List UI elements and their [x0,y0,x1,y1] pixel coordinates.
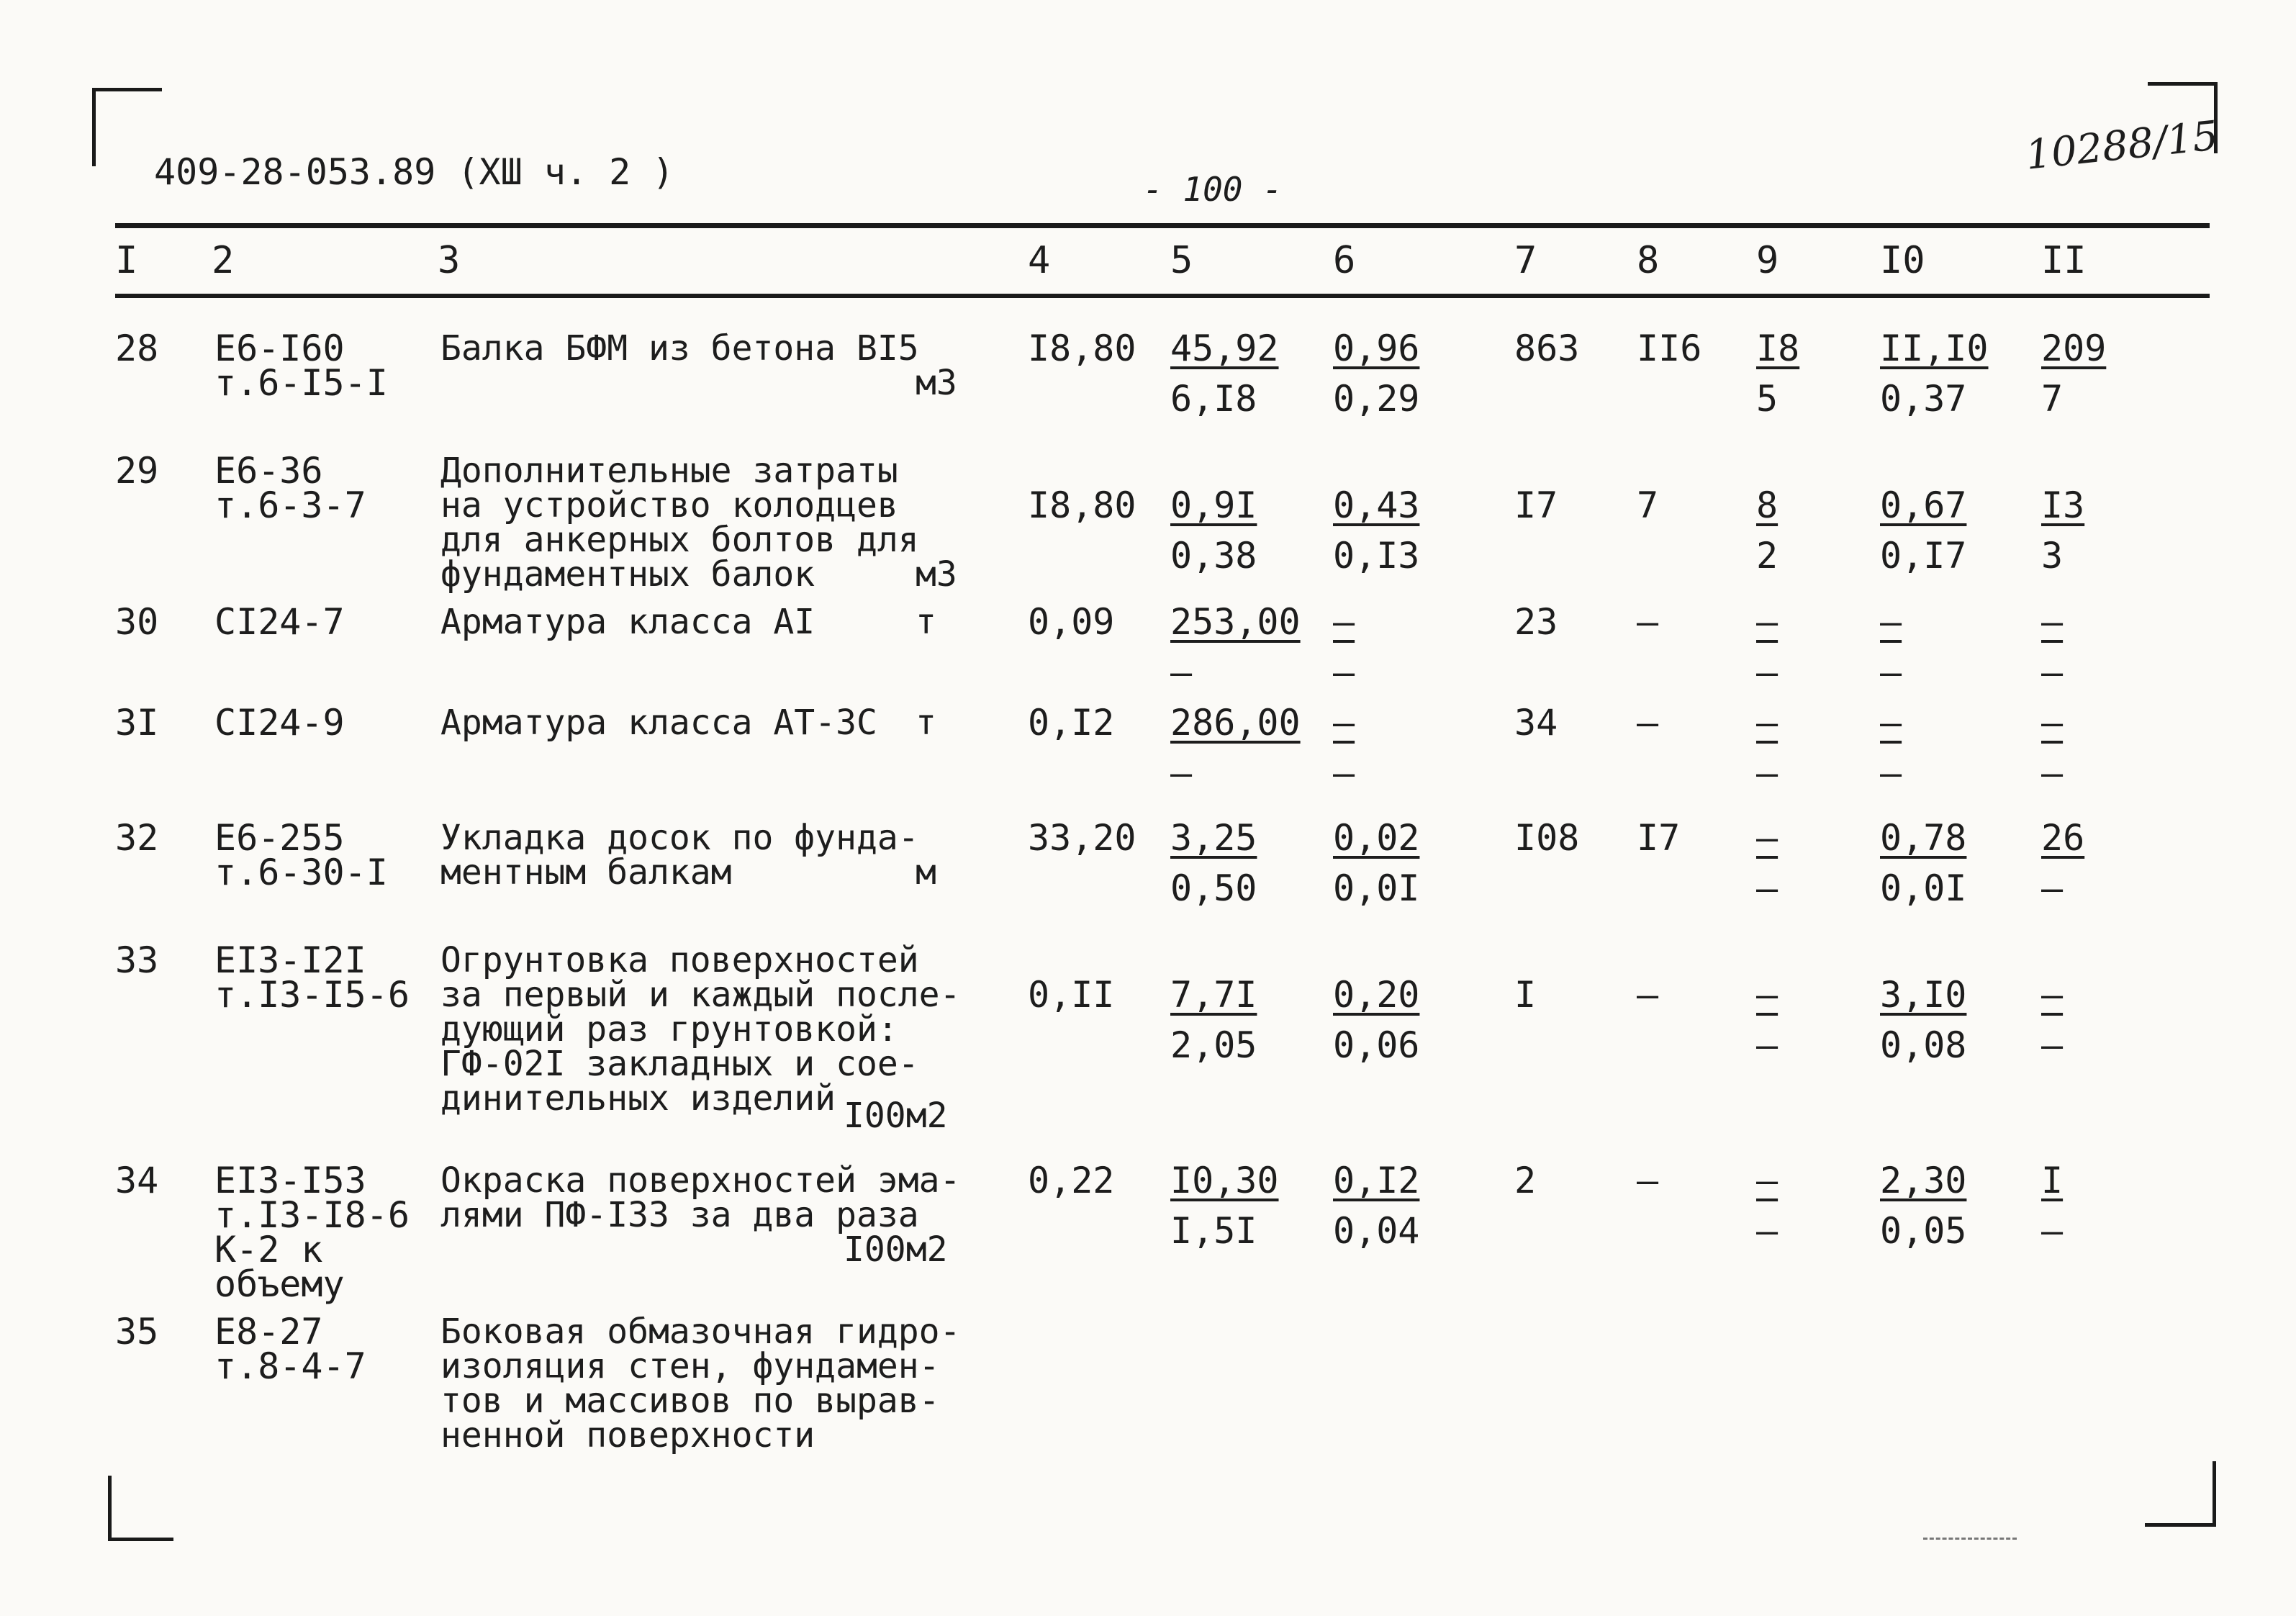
cost-c6-bottom: 0,06 [1333,1024,1420,1066]
unit-of-measure: м3 [916,363,957,403]
work-description: фундаментных балок [440,554,815,595]
cost-c10-bottom: 0,0I [1880,867,1967,909]
quantity: I8,80 [1028,484,1136,526]
norm-code: т.6-30-I [214,852,388,893]
norm-code: т.I3-I8-6 [214,1194,410,1236]
cost-c10-top: – [1880,601,1902,643]
column-header-2: 2 [212,239,235,282]
cost-c6-top: 0,96 [1333,328,1420,369]
cost-c6-bottom: 0,04 [1333,1210,1420,1252]
cost-c11-bottom: 3 [2041,535,2064,577]
cost-c5-bottom: I,5I [1170,1210,1257,1252]
unit-of-measure: т [916,703,936,743]
column-header-8: 8 [1637,239,1660,282]
cost-c6-top: 0,I2 [1333,1160,1420,1201]
cost-c10-bottom: – [1880,651,1902,693]
value-col8: I7 [1637,817,1681,859]
column-header-5: 5 [1170,239,1193,282]
cost-c9-bottom: – [1756,1210,1779,1252]
column-header-10: I0 [1880,239,1925,282]
cost-c9-bottom: – [1756,752,1779,794]
cost-c11-top: – [2041,702,2064,744]
cost-c10-top: – [1880,702,1902,744]
work-description: дующий раз грунтовкой: [440,1009,898,1050]
cost-c5-bottom: – [1170,752,1193,794]
cost-c6-top: – [1333,601,1355,643]
value-col7: 863 [1514,328,1580,369]
table-header-rule [115,294,2210,298]
row-number: 32 [115,817,159,859]
cost-c10-top: 3,I0 [1880,974,1967,1016]
corner-mark-bottom-left [108,1476,173,1541]
cost-c5-top: 253,00 [1170,601,1301,643]
work-description: за первый и каждый после- [440,975,961,1015]
work-description: динительных изделий [440,1078,836,1119]
norm-code: объему [214,1263,345,1305]
work-description: Арматура класса АТ-3С [440,703,877,743]
cost-c9-bottom: 5 [1756,378,1779,420]
quantity: 33,20 [1028,817,1136,859]
norm-code: Е6-36 [214,450,323,492]
unit-of-measure: м3 [916,554,957,595]
work-description: тов и массивов по вырав- [440,1381,940,1421]
cost-c5-top: 3,25 [1170,817,1257,859]
column-header-9: 9 [1756,239,1779,282]
norm-code: Е8-27 [214,1311,323,1353]
norm-code: ЕI3-I53 [214,1160,366,1201]
work-description: изоляция стен, фундамен- [440,1346,940,1386]
cost-c10-top: II,I0 [1880,328,1989,369]
work-description: Арматура класса АI [440,602,815,642]
row-number: 29 [115,450,159,492]
cost-c6-bottom: 0,I3 [1333,535,1420,577]
row-number: 3I [115,702,159,744]
norm-code: т.8-4-7 [214,1345,366,1387]
work-description: лями ПФ-I33 за два раза [440,1195,919,1235]
cost-c9-top: – [1756,601,1779,643]
cost-c11-top: – [2041,974,2064,1016]
work-description: на устройство колодцев [440,485,898,525]
column-header-7: 7 [1514,239,1537,282]
row-number: 28 [115,328,159,369]
work-description: ненной поверхности [440,1415,815,1455]
cost-c6-top: – [1333,702,1355,744]
norm-code: СI24-9 [214,702,345,744]
unit-of-measure: т [916,602,936,642]
quantity: I8,80 [1028,328,1136,369]
cost-c9-bottom: – [1756,1024,1779,1066]
cost-c5-top: I0,30 [1170,1160,1279,1201]
value-col8: – [1637,974,1659,1016]
cost-c11-top: I3 [2041,484,2085,526]
work-description: ГФ-02I закладных и сое- [440,1044,919,1084]
value-col7: I7 [1514,484,1558,526]
cost-c11-top: 26 [2041,817,2085,859]
quantity: 0,II [1028,974,1115,1016]
cost-c10-bottom: 0,08 [1880,1024,1967,1066]
cost-c11-bottom: – [2041,867,2064,909]
quantity: 0,I2 [1028,702,1115,744]
column-header-11: II [2041,239,2087,282]
value-col8: II6 [1637,328,1702,369]
value-col8: – [1637,1160,1659,1201]
cost-c9-top: – [1756,1160,1779,1201]
work-description: Укладка досок по фунда- [440,818,919,858]
cost-c9-bottom: – [1756,867,1779,909]
cost-c10-bottom: 0,05 [1880,1210,1967,1252]
cost-c5-top: 0,9I [1170,484,1257,526]
corner-mark-bottom-right [2145,1461,2216,1527]
work-description: Дополнительные затраты [440,451,898,491]
unit-of-measure: м [916,852,936,893]
value-col7: I08 [1514,817,1580,859]
unit-of-measure: I00м2 [844,1096,948,1136]
cost-c6-top: 0,02 [1333,817,1420,859]
cost-c10-top: 0,67 [1880,484,1967,526]
corner-mark-top-left [92,88,162,166]
row-number: 34 [115,1160,159,1201]
cost-c5-bottom: 6,I8 [1170,378,1257,420]
unit-of-measure: I00м2 [844,1229,948,1270]
cost-c10-bottom: 0,I7 [1880,535,1967,577]
work-description: Боковая обмазочная гидро- [440,1312,961,1352]
quantity: 0,22 [1028,1160,1115,1201]
cost-c11-top: – [2041,601,2064,643]
handwritten-reference: 10288/15 [2023,112,2220,179]
norm-code: Е6-I60 [214,328,345,369]
cost-c9-bottom: 2 [1756,535,1779,577]
footer-mark [1923,1532,2017,1540]
column-header-3: 3 [438,239,461,282]
cost-c9-top: – [1756,817,1779,859]
work-description: ментным балкам [440,852,732,893]
work-description: Окраска поверхностей эма- [440,1160,961,1201]
norm-code: Е6-255 [214,817,345,859]
cost-c11-top: I [2041,1160,2064,1201]
value-col7: 2 [1514,1160,1537,1201]
cost-c5-top: 286,00 [1170,702,1301,744]
document-code: 409-28-053.89 (ХШ ч. 2 ) [154,151,674,193]
cost-c6-bottom: – [1333,651,1355,693]
cost-c11-bottom: – [2041,752,2064,794]
cost-c5-bottom: 0,38 [1170,535,1257,577]
cost-c5-top: 45,92 [1170,328,1279,369]
column-header-4: 4 [1028,239,1051,282]
cost-c10-bottom: – [1880,752,1902,794]
work-description: для анкерных болтов для [440,520,919,560]
cost-c9-bottom: – [1756,651,1779,693]
column-header-1: I [115,239,138,282]
quantity: 0,09 [1028,601,1115,643]
cost-c9-top: – [1756,702,1779,744]
row-number: 33 [115,939,159,981]
norm-code: т.I3-I5-6 [214,974,410,1016]
work-description: Балка БФМ из бетона ВI5 [440,328,919,369]
cost-c6-bottom: 0,29 [1333,378,1420,420]
page-number: - 100 - [1143,170,1283,209]
norm-code: К-2 к [214,1229,323,1270]
norm-code: СI24-7 [214,601,345,643]
cost-c5-bottom: – [1170,651,1193,693]
cost-c5-bottom: 2,05 [1170,1024,1257,1066]
work-description: Огрунтовка поверхностей [440,940,919,980]
table-top-rule [115,223,2210,228]
cost-c6-top: 0,20 [1333,974,1420,1016]
cost-c10-top: 2,30 [1880,1160,1967,1201]
norm-code: т.6-3-7 [214,484,366,526]
cost-c5-top: 7,7I [1170,974,1257,1016]
norm-code: т.6-I5-I [214,362,388,404]
cost-c5-bottom: 0,50 [1170,867,1257,909]
row-number: 35 [115,1311,159,1353]
value-col8: – [1637,601,1659,643]
value-col7: 34 [1514,702,1558,744]
cost-c9-top: – [1756,974,1779,1016]
cost-c11-bottom: 7 [2041,378,2064,420]
value-col7: I [1514,974,1537,1016]
column-header-6: 6 [1333,239,1356,282]
value-col8: – [1637,702,1659,744]
value-col7: 23 [1514,601,1558,643]
norm-code: ЕI3-I2I [214,939,366,981]
cost-c6-top: 0,43 [1333,484,1420,526]
row-number: 30 [115,601,159,643]
cost-c11-bottom: – [2041,1024,2064,1066]
cost-c9-top: I8 [1756,328,1800,369]
cost-c6-bottom: – [1333,752,1355,794]
value-col8: 7 [1637,484,1659,526]
cost-c10-bottom: 0,37 [1880,378,1967,420]
cost-c11-top: 209 [2041,328,2107,369]
cost-c9-top: 8 [1756,484,1779,526]
cost-c11-bottom: – [2041,651,2064,693]
cost-c10-top: 0,78 [1880,817,1967,859]
cost-c11-bottom: – [2041,1210,2064,1252]
cost-c6-bottom: 0,0I [1333,867,1420,909]
